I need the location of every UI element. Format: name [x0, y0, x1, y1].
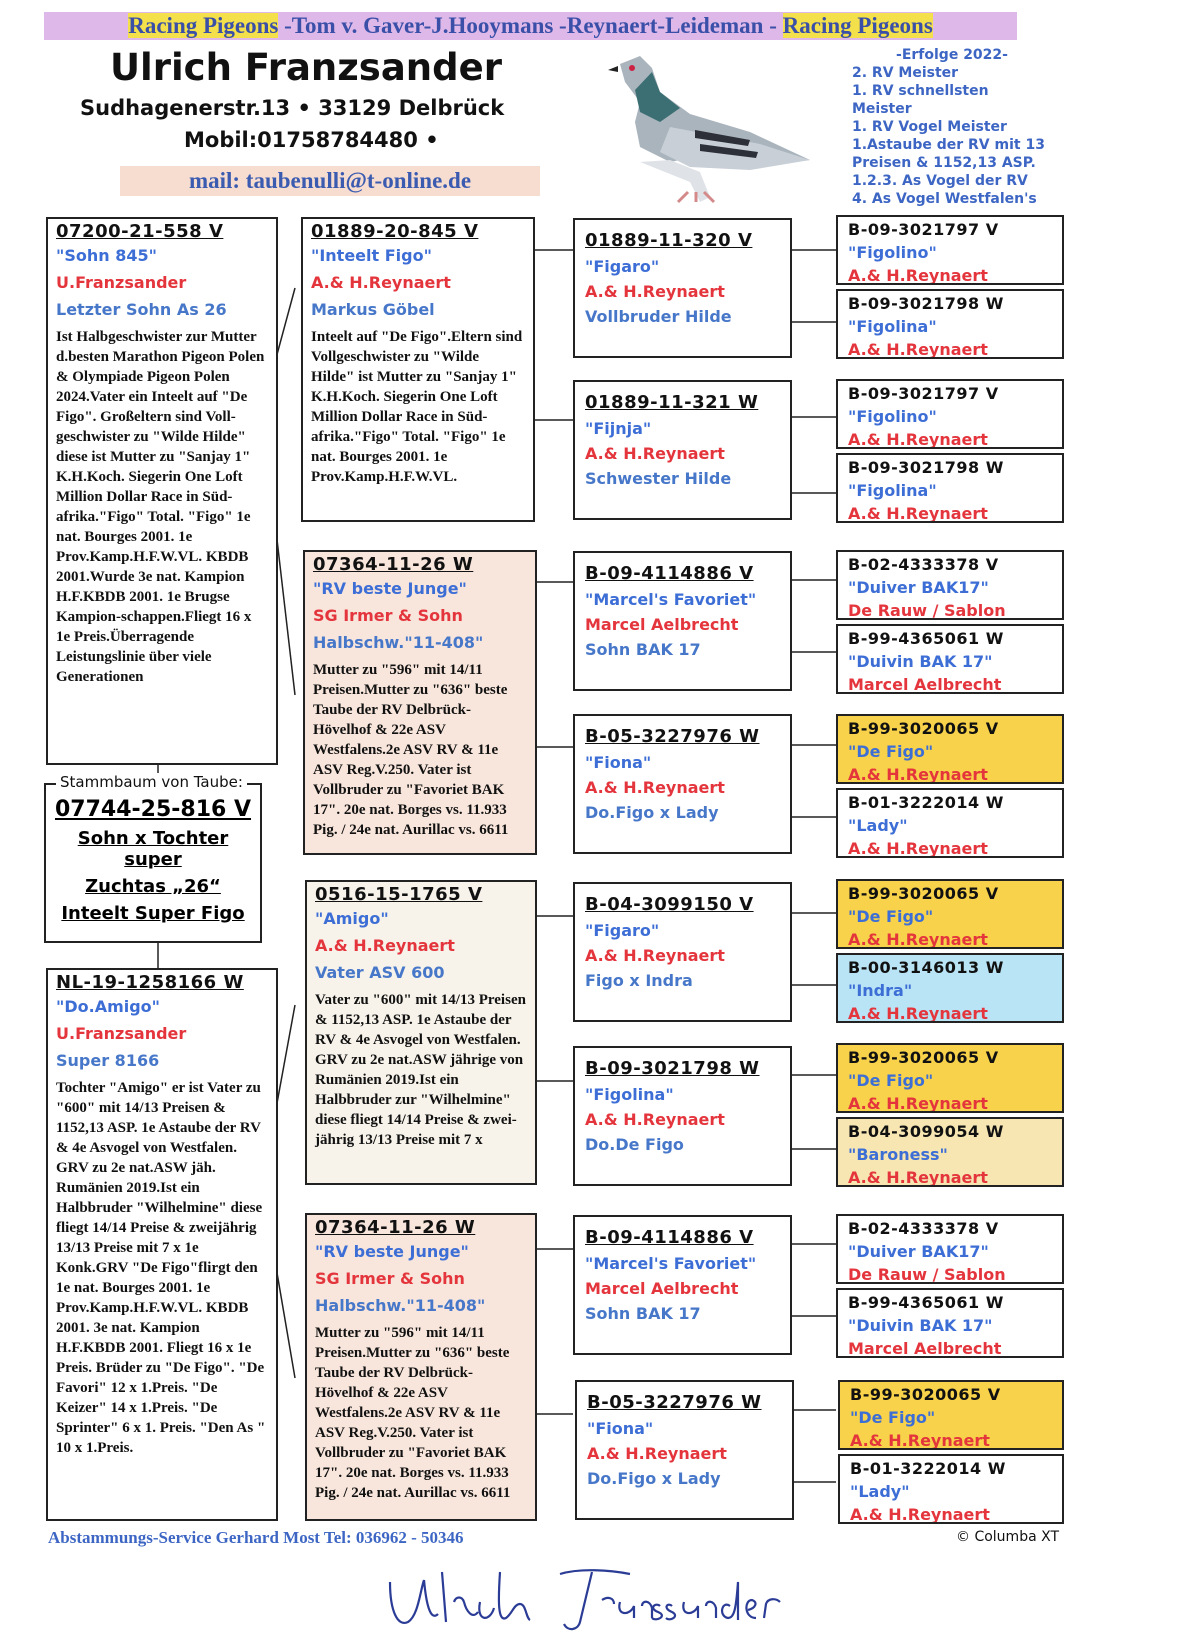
pigeon-name: "Fiona" — [587, 1419, 654, 1438]
great-grandparent-box[interactable] — [575, 1380, 794, 1520]
breeder: A.& H.Reynaert — [848, 930, 988, 949]
pigeon-name: "Figolino" — [848, 243, 937, 262]
ring-number: B-09-3021798 W — [848, 294, 1004, 313]
great-grandparent-box[interactable] — [573, 218, 792, 358]
success-item: Preisen & 1152,13 ASP. — [852, 155, 1036, 171]
breeder: A.& H.Reynaert — [585, 282, 725, 301]
breeder: Marcel Aelbrecht — [848, 675, 1002, 694]
grandparent-box[interactable] — [305, 880, 537, 1185]
great-grandparent-box[interactable] — [573, 1215, 792, 1355]
owner-address: Sudhagenerstr.13 • 33129 Delbrück — [80, 96, 505, 120]
breeder: Marcel Aelbrecht — [585, 1279, 739, 1298]
breeder: U.Franzsander — [56, 273, 187, 292]
ring-number: B-99-3020065 V — [850, 1385, 1001, 1404]
success-item: 4. As Vogel Westfalen's — [852, 191, 1037, 207]
ring-number: B-09-3021798 W — [848, 458, 1004, 477]
email-link[interactable]: mail: taubenulli@t-online.de — [120, 166, 540, 196]
pigeon-name: "Amigo" — [315, 909, 389, 928]
pigeon-name: "Marcel's Favoriet" — [585, 1254, 757, 1273]
banner-left: Racing Pigeons — [128, 13, 279, 38]
footer-service: Abstammungs-Service Gerhard Most Tel: 036962 - 50346 — [48, 1528, 464, 1547]
pigeon-name: "De Figo" — [848, 1071, 934, 1090]
note: Markus Göbel — [311, 300, 435, 319]
grandparent-box[interactable] — [301, 217, 535, 522]
grandparent-box[interactable] — [303, 550, 537, 855]
note: Do.Figo x Lady — [585, 803, 719, 822]
breeder: A.& H.Reynaert — [311, 273, 451, 292]
subject-ring: 07744-25-816 V — [54, 797, 252, 822]
ring-number: NL-19-1258166 W — [56, 972, 244, 993]
ring-number: 0516-15-1765 V — [315, 884, 483, 905]
subject-line: Zuchtas „26“ — [85, 876, 221, 897]
ring-number: B-09-4114886 V — [585, 563, 754, 584]
owner-phone: Mobil:01758784480 • — [184, 128, 439, 152]
ancestor-box[interactable] — [836, 714, 1064, 784]
ring-number: 01889-11-321 W — [585, 392, 759, 413]
great-grandparent-box[interactable] — [573, 1046, 792, 1186]
breeder: A.& H.Reynaert — [585, 778, 725, 797]
pigeon-name: "Sohn 845" — [56, 246, 157, 265]
pigeon-name: "De Figo" — [848, 742, 934, 761]
subject-box — [44, 773, 262, 943]
ancestor-box[interactable] — [836, 550, 1064, 620]
ancestor-box[interactable] — [836, 879, 1064, 949]
ring-number: 07364-11-26 W — [315, 1217, 476, 1238]
note: Sohn BAK 17 — [585, 1304, 701, 1323]
success-title: -Erfolge 2022- — [896, 47, 1008, 63]
description: Ist Halbgeschwister zur Mutter d.besten Marathon Pigeon Polen & Olympiade Pigeon Polen 2024.Vater ein Inteelt auf "De Figo". Großeltern sind Voll-geschwister zu "Wilde Hilde" diese ist Mutter zu "Sanjay 1" K.H.Koch. Siegerin One Loft Million Dollar Race in Süd-afrika."Figo" Total. "Figo" 1e nat. Bourges 2001. 1e Prov.Kamp.H.F.W.VL. KBDB 2001.Wurde 3e nat. Kampion H.F.KBDB 2001. 1e Brugse Kampion-schappen.Fliegt 16 x 1e Preis.Überragende Leistungslinie über viele Generationen — [56, 329, 265, 685]
pigeon-name: "Lady" — [848, 816, 908, 835]
pigeon-name: "Duivin BAK 17" — [848, 1316, 993, 1335]
breeder: De Rauw / Sablon — [848, 601, 1006, 620]
pigeon-name: "Inteelt Figo" — [311, 246, 432, 265]
ring-number: B-02-4333378 V — [848, 555, 999, 574]
note: Super 8166 — [56, 1051, 160, 1070]
breeder: U.Franzsander — [56, 1024, 187, 1043]
note: Vollbruder Hilde — [585, 307, 732, 326]
note: Halbschw."11-408" — [315, 1296, 486, 1315]
sire-box[interactable] — [46, 217, 278, 765]
ring-number: B-09-4114886 V — [585, 1227, 754, 1248]
pigeon-name: "Duivin BAK 17" — [848, 652, 993, 671]
note: Sohn BAK 17 — [585, 640, 701, 659]
pigeon-name: "Duiver BAK17" — [848, 578, 989, 597]
breeder: A.& H.Reynaert — [585, 1110, 725, 1129]
signature-image — [380, 1552, 800, 1642]
great-grandparent-box[interactable] — [573, 380, 792, 520]
breeder: A.& H.Reynaert — [848, 266, 988, 285]
subject-caption: Stammbaum von Taube: — [56, 773, 247, 791]
success-item: 1.2.3. As Vogel der RV — [852, 173, 1028, 189]
ancestor-box[interactable] — [836, 1288, 1064, 1358]
description: Inteelt auf "De Figo".Eltern sind Vollgeschwister zu "Wilde Hilde" ist Mutter zu "Sanjay 1" K.H.Koch. Siegerin One Loft Million Dollar Race in Süd-afrika."Figo" Total. "Figo" 1e nat. Bourges 2001. 1e Prov.Kamp.H.F.W.VL. — [311, 329, 523, 485]
grandparent-box[interactable] — [305, 1213, 537, 1521]
note: Letzter Sohn As 26 — [56, 300, 227, 319]
ancestor-box[interactable] — [836, 1043, 1064, 1113]
pigeon-name: "Fiona" — [585, 753, 652, 772]
note: Do.Figo x Lady — [587, 1469, 721, 1488]
great-grandparent-box[interactable] — [573, 551, 792, 691]
pigeon-name: "Figaro" — [585, 921, 660, 940]
pigeon-name: "Baroness" — [848, 1145, 948, 1164]
breeder: Marcel Aelbrecht — [585, 615, 739, 634]
pigeon-name: "RV beste Junge" — [315, 1242, 469, 1261]
ancestor-box[interactable] — [836, 453, 1064, 523]
owner-name: Ulrich Franzsander — [110, 46, 502, 89]
breeder: A.& H.Reynaert — [587, 1444, 727, 1463]
pigeon-name: "Fijnja" — [585, 419, 652, 438]
breeder: A.& H.Reynaert — [848, 430, 988, 449]
pigeon-name: "Duiver BAK17" — [848, 1242, 989, 1261]
pigeon-name: "Indra" — [848, 981, 913, 1000]
ring-number: B-99-4365061 W — [848, 629, 1004, 648]
breeder: A.& H.Reynaert — [850, 1505, 990, 1524]
subject-line: Inteelt Super Figo — [61, 903, 245, 924]
breeder: A.& H.Reynaert — [848, 765, 988, 784]
pigeon-name: "Figaro" — [585, 257, 660, 276]
breeder: De Rauw / Sablon — [848, 1265, 1006, 1284]
note: Do.De Figo — [585, 1135, 684, 1154]
ring-number: B-99-3020065 V — [848, 1048, 999, 1067]
ring-number: 07364-11-26 W — [313, 554, 474, 575]
description: Tochter "Amigo" er ist Vater zu "600" mit 14/13 Preisen & 1152,13 ASP. 1e Astaube der RV & 4e Asvogel von Westfalen. GRV zu 2e nat.ASW jäh. Rumänien 2019.Ist ein Halbbruder "Wilhelmine" diese fliegt 14/14 Preise & zweijährig 13/13 Preise mit 7 x 1e Konk.GRV "De Figo"flirgt den 1e nat. Bourges 2001. 1e Prov.Kamp.H.F.W.VL. KBDB 2001. 3e nat. Kampion H.F.KBDB 2001. Fliegt 16 x 1e Preis. Brüder zu "De Figo". "De Favori" 12 x 1.Preis. "De Keizer" 14 x 1.Preis. "De Sprinter" 6 x 1. Preis. "Den As " 10 x 1.Preis. — [56, 1080, 266, 1456]
success-item: 1.Astaube der RV mit 13 — [852, 137, 1045, 153]
great-grandparent-box[interactable] — [573, 714, 792, 854]
ring-number: B-09-3021797 V — [848, 384, 999, 403]
dam-box[interactable] — [46, 968, 278, 1521]
ring-number: B-04-3099054 W — [848, 1122, 1004, 1141]
ring-number: B-01-3222014 W — [850, 1459, 1006, 1478]
pigeon-name: "Figolina" — [585, 1085, 674, 1104]
great-grandparent-box[interactable] — [573, 882, 792, 1022]
ring-number: B-00-3146013 W — [848, 958, 1004, 977]
ancestor-box[interactable] — [836, 953, 1064, 1023]
breeder: A.& H.Reynaert — [585, 444, 725, 463]
pigeon-name: "De Figo" — [850, 1408, 936, 1427]
breeder: A.& H.Reynaert — [848, 1004, 988, 1023]
note: Schwester Hilde — [585, 469, 732, 488]
note: Figo x Indra — [585, 971, 693, 990]
ring-number: B-05-3227976 W — [587, 1392, 762, 1413]
success-item: 1. RV schnellsten Meister — [852, 83, 989, 117]
breeder: A.& H.Reynaert — [848, 839, 988, 858]
pigeon-name: "De Figo" — [848, 907, 934, 926]
ancestor-box[interactable] — [836, 624, 1064, 694]
breeder: A.& H.Reynaert — [848, 1094, 988, 1113]
breeder: A.& H.Reynaert — [585, 946, 725, 965]
ring-number: B-09-3021798 W — [585, 1058, 760, 1079]
note: Halbschw."11-408" — [313, 633, 484, 652]
breeder: SG Irmer & Sohn — [315, 1269, 465, 1288]
breeder: A.& H.Reynaert — [848, 340, 988, 359]
ancestor-box[interactable] — [838, 1380, 1064, 1450]
ancestor-box[interactable] — [836, 379, 1064, 449]
note: Vater ASV 600 — [315, 963, 445, 982]
ancestor-box[interactable] — [836, 1117, 1064, 1187]
breeder: A.& H.Reynaert — [848, 504, 988, 523]
pigeon-name: "Do.Amigo" — [56, 997, 161, 1016]
pigeon-name: "Marcel's Favoriet" — [585, 590, 757, 609]
ring-number: 01889-20-845 V — [311, 221, 479, 242]
ring-number: B-99-4365061 W — [848, 1293, 1004, 1312]
ring-number: B-01-3222014 W — [848, 793, 1004, 812]
success-item: 2. RV Meister — [852, 65, 959, 81]
pigeon-name: "Figolino" — [848, 407, 937, 426]
description: Mutter zu "596" mit 14/11 Preisen.Mutter zu "636" beste Taube der RV Delbrück-Hövelhof & 22e ASV Westfalens.2e ASV RV & 11e ASV Reg.V.250. Vater ist Vollbruder zu "Favoriet BAK 17". 20e nat. Borges vs. 11.933 Pig. / 24e nat. Aurillac vs. 6611 — [313, 662, 509, 838]
description: Vater zu "600" mit 14/13 Preisen & 1152,13 ASP. 1e Astaube der RV & 4e Asvogel von Westfalen. GRV zu 2e nat.ASW jährige von Rumänien 2019.Ist ein Halbbruder zur "Wilhelmine" diese fliegt 14/14 Preise & zwei-jährig 13/13 Preise mit 7 x — [315, 992, 526, 1148]
copyright: © Columba XT — [956, 1529, 1060, 1545]
ring-number: B-05-3227976 W — [585, 726, 760, 747]
subject-line: Sohn x Tochter super — [77, 828, 229, 870]
ancestor-box[interactable] — [838, 1454, 1064, 1524]
pigeon-name: "RV beste Junge" — [313, 579, 467, 598]
description: Mutter zu "596" mit 14/11 Preisen.Mutter zu "636" beste Taube der RV Delbrück-Hövelhof & 22e ASV Westfalens.2e ASV RV & 11e ASV Reg.V.250. Vater ist Vollbruder zu "Favoriet BAK 17". 20e nat. Borges vs. 11.933 Pig. / 24e nat. Aurillac vs. 6611 — [315, 1325, 511, 1501]
breeder: Marcel Aelbrecht — [848, 1339, 1002, 1358]
pigeon-name: "Figolina" — [848, 481, 937, 500]
ring-number: B-99-3020065 V — [848, 719, 999, 738]
success-item: 1. RV Vogel Meister — [852, 119, 1007, 135]
banner-middle: -Tom v. Gaver-J.Hooymans -Reynaert-Leideman - — [278, 13, 783, 38]
pigeon-name: "Figolina" — [848, 317, 937, 336]
ancestor-box[interactable] — [836, 1214, 1064, 1284]
ring-number: B-02-4333378 V — [848, 1219, 999, 1238]
ring-number: B-04-3099150 V — [585, 894, 754, 915]
ancestor-box[interactable] — [836, 215, 1064, 285]
ring-number: B-99-3020065 V — [848, 884, 999, 903]
breeder: A.& H.Reynaert — [850, 1431, 990, 1450]
breeder: SG Irmer & Sohn — [313, 606, 463, 625]
ancestor-box[interactable] — [836, 289, 1064, 359]
ring-number: B-09-3021797 V — [848, 220, 999, 239]
breeder: A.& H.Reynaert — [315, 936, 455, 955]
breeder: A.& H.Reynaert — [848, 1168, 988, 1187]
ancestor-box[interactable] — [836, 788, 1064, 858]
ring-number: 01889-11-320 V — [585, 230, 753, 251]
ring-number: 07200-21-558 V — [56, 221, 224, 242]
banner-right: Racing Pigeons — [782, 13, 933, 38]
pigeon-name: "Lady" — [850, 1482, 910, 1501]
